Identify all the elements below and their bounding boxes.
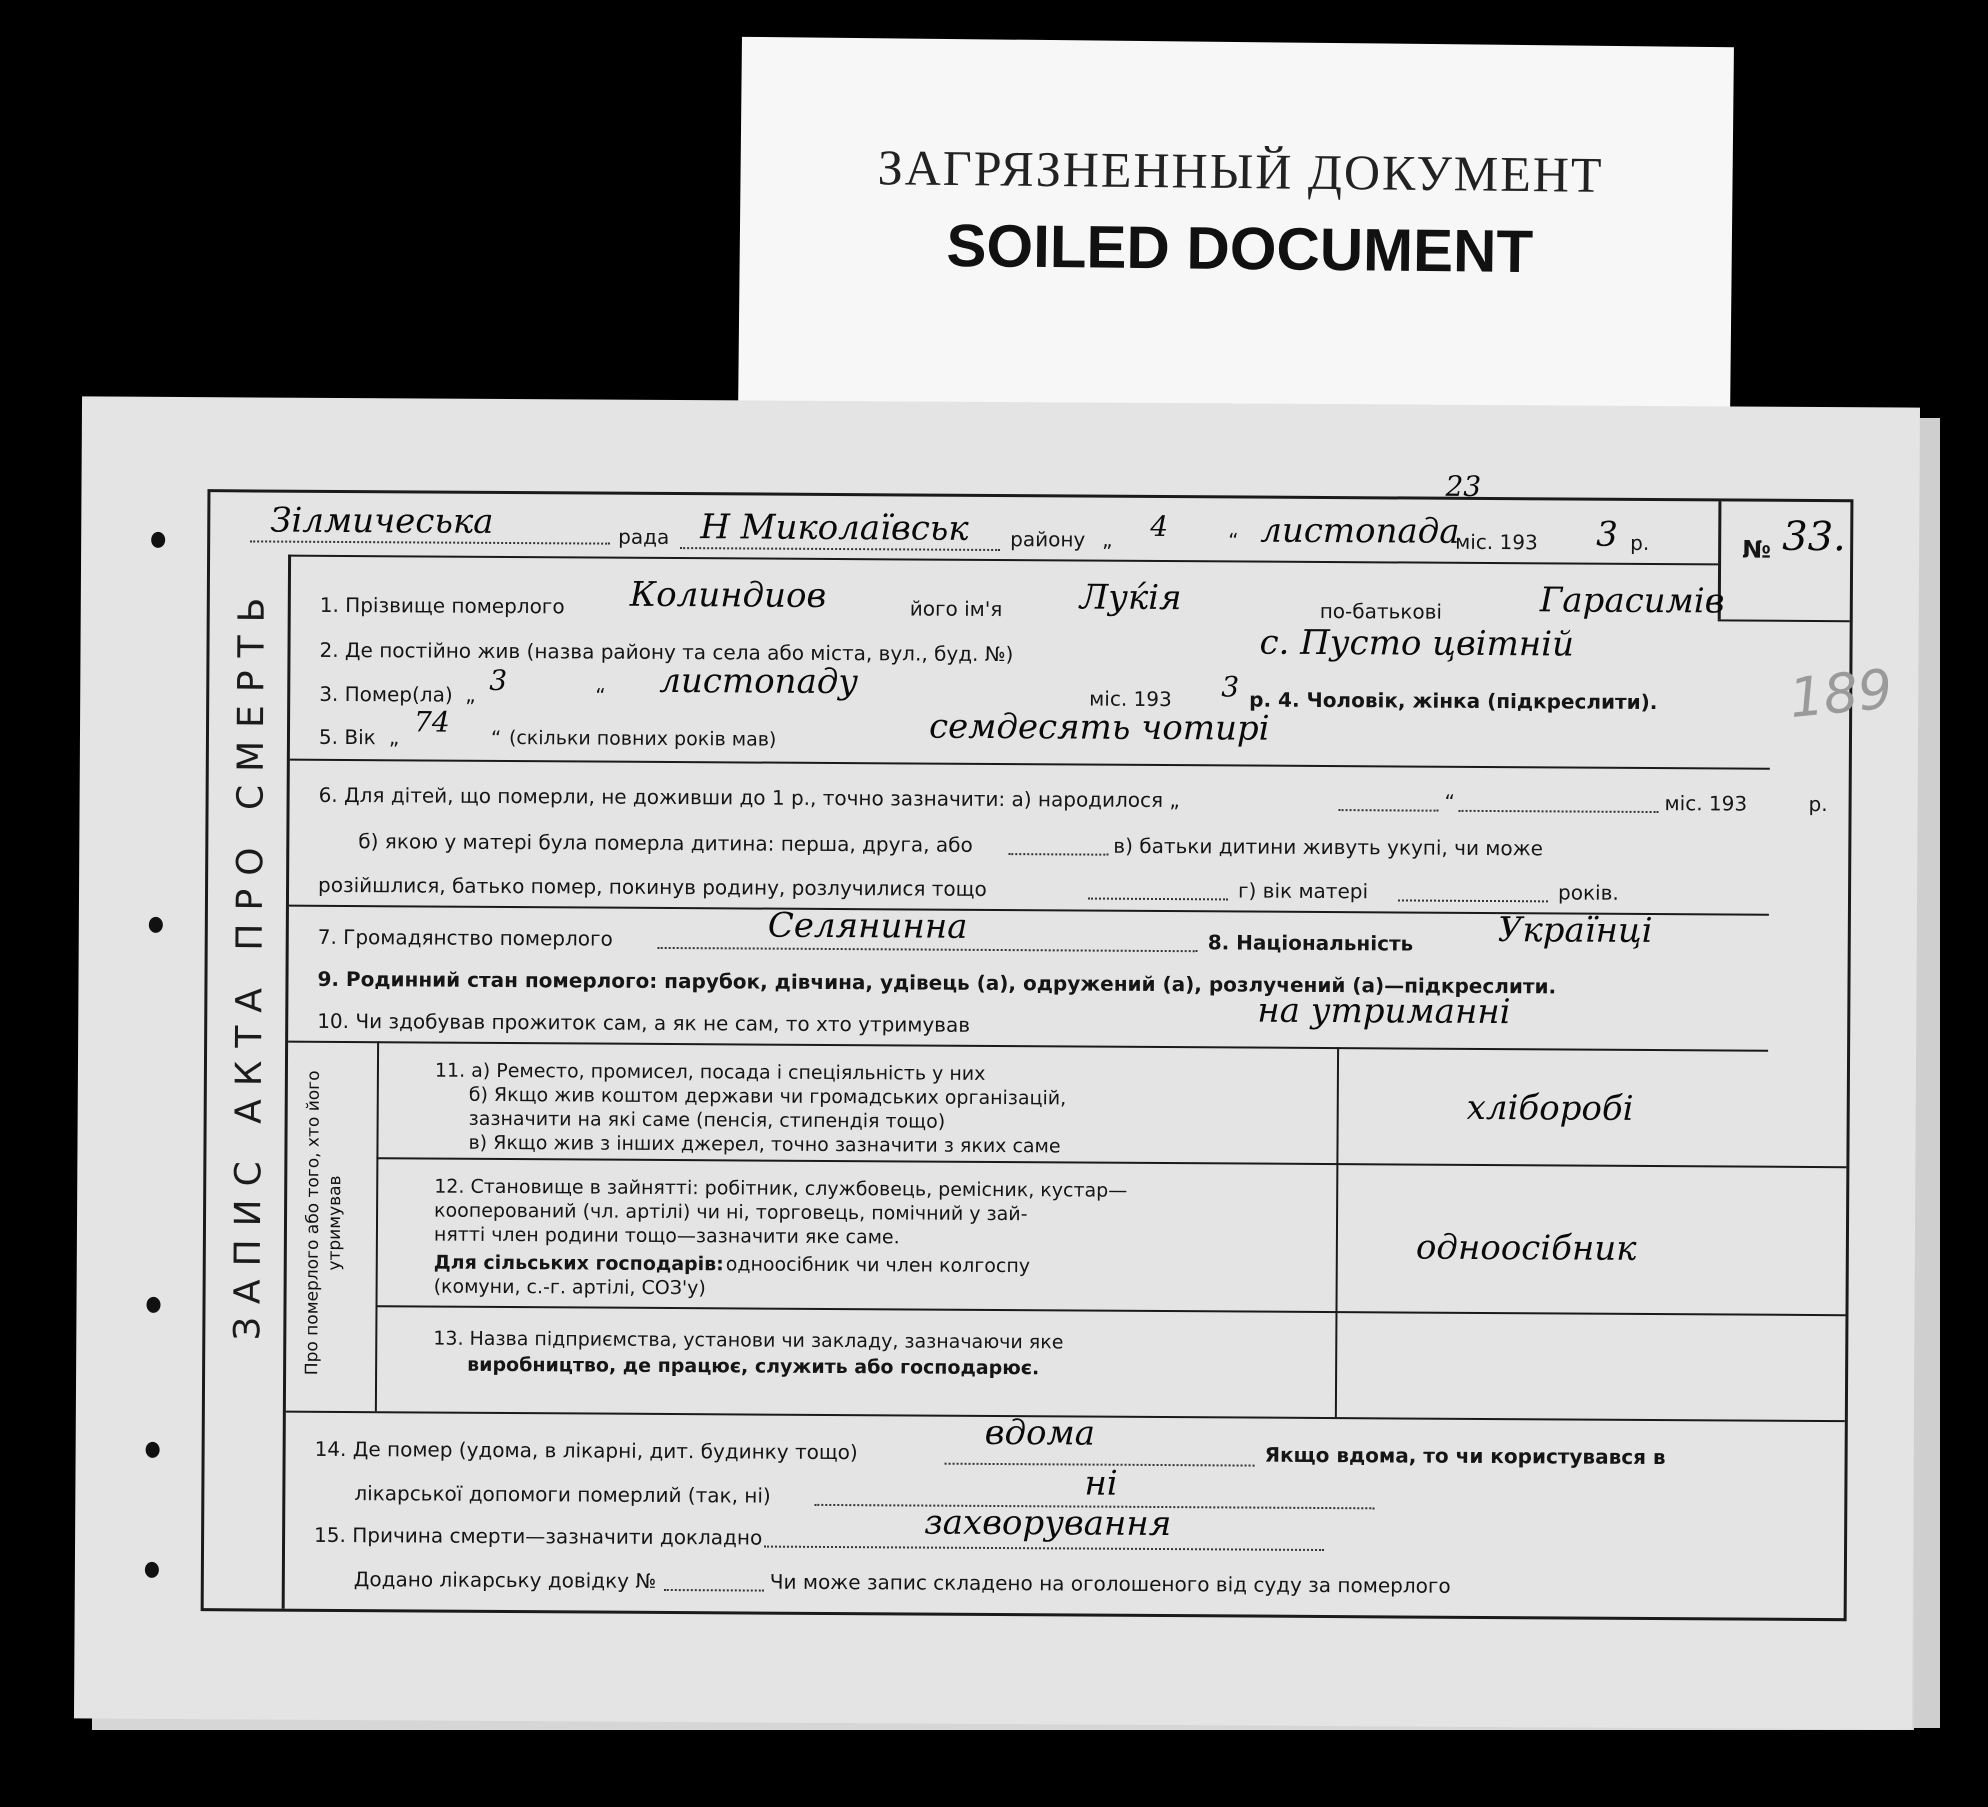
- number-box-bottom: [1718, 619, 1850, 622]
- section-divider: [376, 1157, 1846, 1168]
- section-divider: [290, 759, 1770, 770]
- f3-sex-label: р. 4. Чоловік, жінка (підкреслити).: [1249, 687, 1658, 715]
- f8-nationality-handwritten: Українці: [1497, 910, 1653, 952]
- f6-year-suffix: р.: [1808, 791, 1828, 817]
- header-year-suffix: р.: [1630, 530, 1650, 555]
- f11-line2: б) Якщо жив коштом держави чи громадських організацій,: [468, 1083, 1067, 1110]
- f3-quote-close: “: [595, 683, 606, 708]
- f6-dotline: [1398, 899, 1548, 902]
- soiled-document-label: [738, 37, 1734, 422]
- f5-age-label: 5. Вік: [318, 724, 376, 750]
- f6-quote-close: “: [1444, 789, 1456, 814]
- label-russian-text: ЗАГРЯЗНЕННЫЙ ДОКУМЕНТ: [877, 139, 1604, 203]
- section-divider: [288, 1041, 1768, 1052]
- f15-dotline: [764, 1546, 1324, 1551]
- f11-line3: зазначити на які саме (пенсія, стипендія тощо): [468, 1107, 946, 1133]
- f5-age-words-handwritten: семдесять чотирі: [928, 706, 1270, 749]
- title-column-divider: [282, 555, 291, 1609]
- f5-quote-open: „: [388, 725, 400, 750]
- punch-hole: [151, 532, 165, 548]
- rada-handwritten: Зілмичеська: [270, 500, 494, 542]
- punch-hole: [146, 1442, 160, 1458]
- side-number-handwritten: 189: [1786, 657, 1896, 731]
- f12-line1: 12. Становище в зайнятті: робітник, службовець, ремісник, кустар—: [434, 1175, 1128, 1202]
- f1-surname-handwritten: Колиндиов: [629, 574, 827, 616]
- form-vertical-title: ЗАПИС АКТА ПРО СМЕРТЬ: [227, 584, 273, 1341]
- f14-place-handwritten: вдома: [984, 1412, 1096, 1454]
- header-month-label: міс. 193: [1455, 529, 1538, 555]
- f1-surname-label: 1. Прізвище померлого: [319, 592, 565, 619]
- record-number-handwritten: 33.: [1782, 513, 1846, 561]
- answer-column-divider: [1335, 1047, 1339, 1417]
- f3-year-handwritten: 3: [1221, 670, 1240, 704]
- f14-home-label: Якщо вдома, то чи користувався в: [1264, 1442, 1666, 1470]
- side-box-label: Про померлого або того, хто його утримував: [302, 1070, 346, 1376]
- header-month-handwritten: листопада: [1260, 510, 1460, 552]
- f6-line3c: років.: [1557, 880, 1619, 905]
- f3-month-handwritten: листопаду: [659, 660, 859, 703]
- f12-line4: одноосібник чи член колгоспу: [725, 1253, 1031, 1278]
- f3-month-label: міс. 193: [1089, 686, 1172, 712]
- raion-label: району: [1010, 527, 1086, 552]
- f12-line3: нятті член родини тощо—зазначити яке саме.: [433, 1223, 900, 1249]
- f6-month-label: міс. 193: [1664, 791, 1748, 816]
- punch-hole: [145, 1562, 159, 1578]
- f6-dotline: [1008, 853, 1108, 856]
- header-quote-close: “: [1228, 528, 1239, 553]
- f7-dotline: [658, 947, 1198, 952]
- f6-dotline: [1459, 810, 1659, 813]
- f14-place-label: 14. Де помер (удома, в лікарні, дит. будинку тощо): [314, 1436, 858, 1465]
- rada-dotline: [250, 540, 610, 544]
- f5-quote-close: “: [490, 725, 502, 750]
- f11-occupation-handwritten: хліборобі: [1466, 1087, 1634, 1129]
- f5-age-paren: (скільки повних років мав): [508, 727, 777, 751]
- f2-residence-handwritten: с. Пусто цвітній: [1259, 622, 1575, 665]
- header-bottom-line: [288, 555, 1718, 566]
- f6-dotline: [1088, 898, 1228, 901]
- f13-line2: виробництво, де працює, служить або господарює.: [467, 1353, 1040, 1380]
- f13-line1: 13. Назва підприємства, установи чи закладу, зазначаючи яке: [433, 1327, 1064, 1354]
- record-number-label: №: [1742, 535, 1772, 564]
- header-quote-open: „: [1102, 527, 1113, 552]
- f14-medical-handwritten: ні: [1084, 1463, 1118, 1504]
- f12-line4-bold: Для сільських господарів:: [433, 1251, 724, 1276]
- f8-nationality-label: 8. Національність: [1207, 930, 1414, 956]
- rada-label: рада: [618, 524, 670, 549]
- punch-hole: [149, 917, 163, 933]
- f1-patronymic-handwritten: Гарасимів: [1539, 580, 1725, 622]
- side-box-divider: [375, 1041, 379, 1411]
- f10-support-label: 10. Чи здобував прожиток сам, а як не сам, то хто утримував: [317, 1008, 971, 1037]
- raion-handwritten: Н Миколаївськ: [700, 507, 969, 549]
- form-frame: [201, 469, 1896, 1621]
- f1-name-handwritten: Луќія: [1079, 577, 1182, 619]
- punch-hole: [146, 1297, 160, 1313]
- f1-patronymic-label: по-батькові: [1319, 598, 1443, 624]
- f11-line1: 11. а) Реместо, промисел, посада і спеціяльність у них: [434, 1059, 986, 1085]
- f14-medical-label: лікарської допомоги померлий (так, ні): [354, 1481, 771, 1508]
- f3-quote-open: „: [465, 682, 476, 707]
- header-year-handwritten: 3: [1596, 514, 1619, 555]
- f15-cause-handwritten: захворування: [924, 1502, 1172, 1545]
- f5-age-handwritten: 74: [413, 705, 450, 739]
- f6-line1: 6. Для дітей, що померли, не доживши до 1 р., точно зазначити: а) народилося „: [318, 782, 1180, 813]
- f7-citizenship-label: 7. Громадянство померлого: [317, 924, 613, 951]
- f1-name-label: його ім'я: [909, 596, 1003, 622]
- f16-court-label: Чи може запис складено на оголошеного від суду за померлого: [769, 1569, 1451, 1598]
- f12-line5: (комуни, с.-г. артілі, СОЗ'у): [433, 1275, 706, 1300]
- f12-status-handwritten: одноосібник: [1415, 1227, 1637, 1269]
- f6-line2a: б) якою у матері була померла дитина: перша, друга, або: [358, 829, 973, 857]
- f16-dotline: [664, 1589, 764, 1592]
- f9-marital-label: 9. Родинний стан померлого: парубок, дівчина, удівець (а), одружений (а), розлучений (а)—підкреслити.: [317, 966, 1557, 999]
- header-day-handwritten: 4: [1150, 509, 1169, 544]
- death-record-card: [74, 396, 1920, 1729]
- f6-line2b: в) батьки дитини живуть укупі, чи може: [1113, 833, 1544, 861]
- f2-residence-label: 2. Де постійно жив (назва району та села або міста, вул., буд. №): [319, 637, 1014, 667]
- f3-died-label: 3. Помер(ла): [319, 681, 453, 707]
- f3-day-handwritten: 3: [489, 663, 508, 698]
- f12-line2: кооперований (чл. артілі) чи ні, торговець, помічний у зай-: [434, 1199, 1028, 1226]
- f6-line3b: г) вік матері: [1237, 878, 1369, 904]
- header-top-mark: 23: [1445, 469, 1482, 503]
- f6-dotline: [1339, 809, 1439, 812]
- f6-line3a: розійшлися, батько помер, покинув родину, розлучилися тощо: [318, 872, 987, 901]
- f11-line4: в) Якщо жив з інших джерел, точно зазначити з яких саме: [468, 1131, 1061, 1158]
- label-english-text: SOILED DOCUMENT: [946, 211, 1534, 286]
- section-divider: [375, 1305, 1845, 1316]
- f16-certificate-label: Додано лікарську довідку №: [353, 1567, 657, 1593]
- f10-support-handwritten: на утриманні: [1257, 990, 1511, 1033]
- f15-cause-label: 15. Причина смерти—зазначити докладно: [314, 1522, 763, 1550]
- f7-citizenship-handwritten: Селянинна: [767, 905, 968, 947]
